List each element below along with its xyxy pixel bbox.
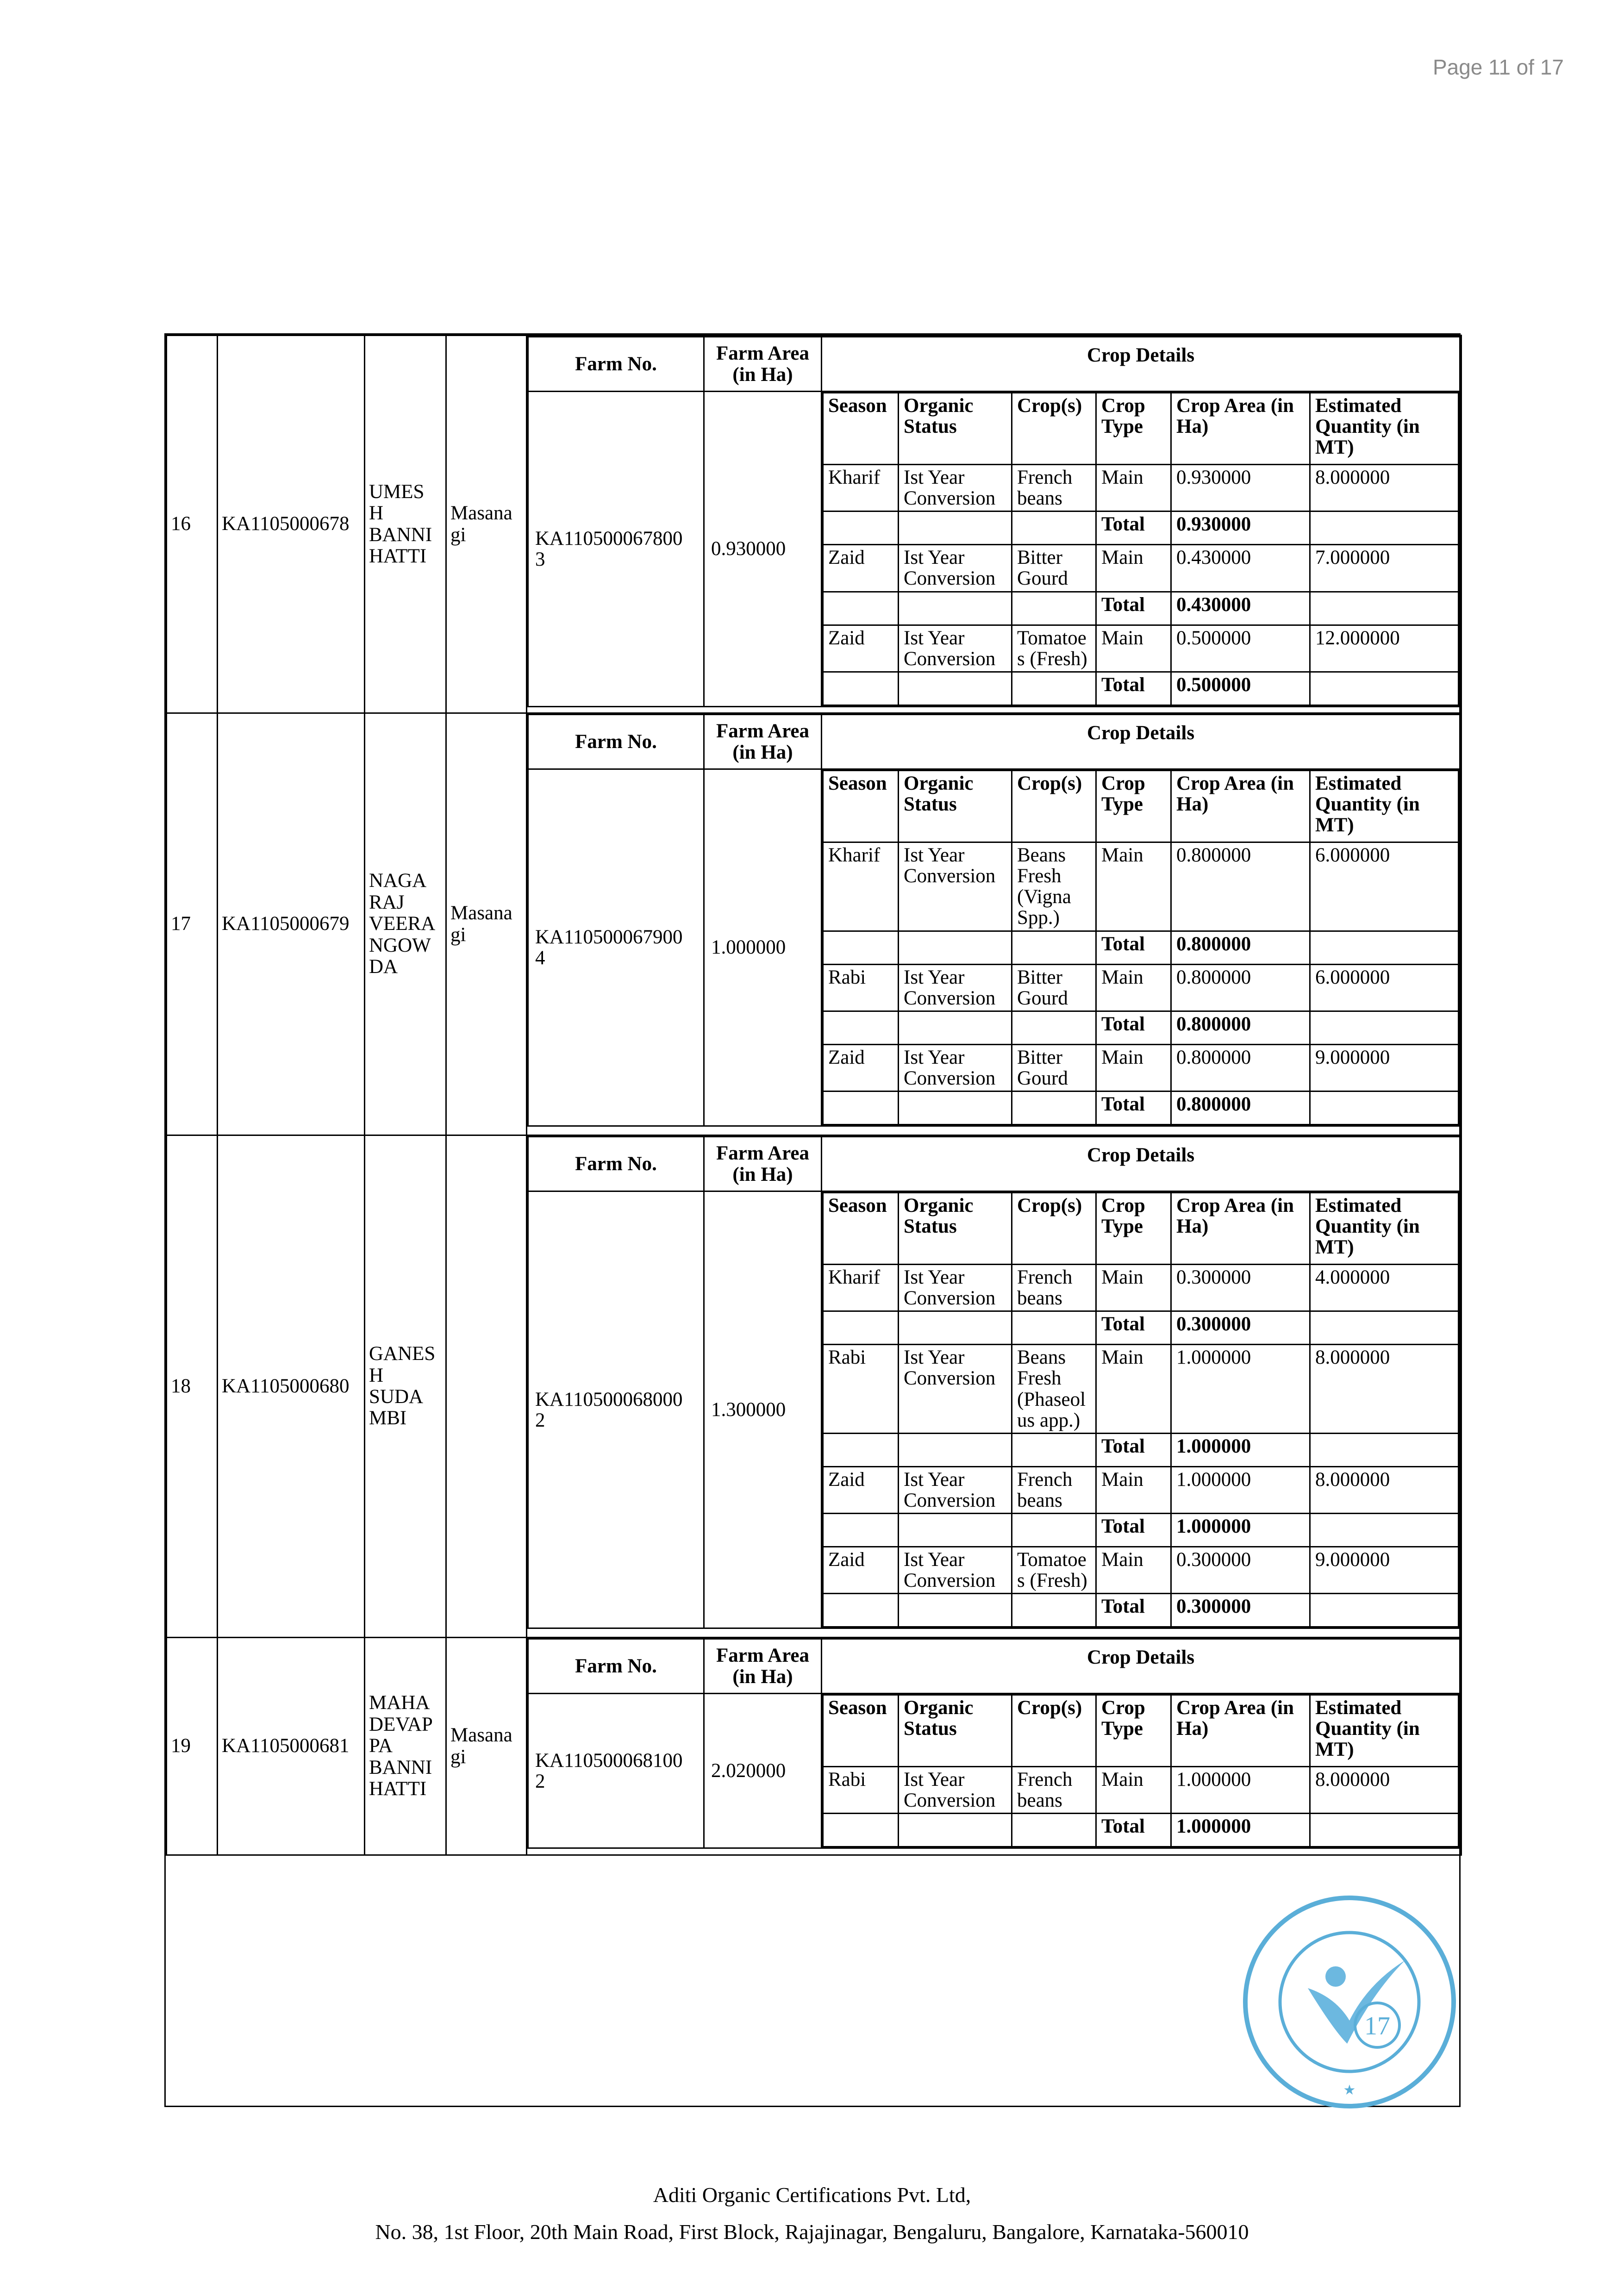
crop-type: Main bbox=[1096, 1265, 1171, 1311]
crop-details-table bbox=[822, 392, 1459, 706]
serial-number: 17 bbox=[167, 713, 218, 1135]
crop-details-table bbox=[822, 770, 1459, 1125]
crop-area: 0.930000 bbox=[1171, 465, 1310, 511]
farm-table bbox=[527, 336, 1461, 707]
crop-details-table bbox=[822, 1694, 1459, 1847]
total-label: Total bbox=[1096, 1514, 1171, 1547]
farm-table bbox=[527, 1136, 1461, 1629]
total-area: 0.800000 bbox=[1171, 1091, 1310, 1125]
crop-type: Main bbox=[1096, 545, 1171, 592]
organic-status-header: Organic Status bbox=[899, 393, 1012, 465]
crop-type: Main bbox=[1096, 1547, 1171, 1594]
organic-status-header: Organic Status bbox=[899, 1695, 1012, 1767]
total-area: 1.000000 bbox=[1171, 1433, 1310, 1466]
village: Masana gi bbox=[446, 1638, 527, 1855]
crop-row bbox=[823, 625, 1459, 672]
season: Zaid bbox=[823, 625, 899, 672]
farm-no-header: Farm No. bbox=[528, 337, 704, 392]
estimated-quantity-header: Estimated Quantity (in MT) bbox=[1310, 393, 1459, 465]
organic-status-header: Organic Status bbox=[899, 1193, 1012, 1265]
total-row bbox=[823, 1011, 1459, 1044]
total-row bbox=[823, 1311, 1459, 1345]
total-area: 0.300000 bbox=[1171, 1594, 1310, 1627]
farm-area-header: Farm Area (in Ha) bbox=[704, 337, 822, 392]
organic-status: Ist Year Conversion bbox=[899, 1265, 1012, 1311]
crop-details-header: Crop Details bbox=[822, 337, 1460, 392]
footer-address: No. 38, 1st Floor, 20th Main Road, First Block, Rajajinagar, Bengaluru, Bangalore, Karnataka-560010 bbox=[375, 2220, 1249, 2244]
estimated-quantity-header: Estimated Quantity (in MT) bbox=[1310, 1695, 1459, 1767]
total-label: Total bbox=[1096, 672, 1171, 705]
crop-type-header: Crop Type bbox=[1096, 1695, 1171, 1767]
total-label: Total bbox=[1096, 1594, 1171, 1627]
total-row bbox=[823, 1814, 1459, 1847]
crop-type-header: Crop Type bbox=[1096, 393, 1171, 465]
farmer-code: KA1105000680 bbox=[218, 1135, 365, 1638]
serial-number: 18 bbox=[167, 1135, 218, 1638]
crop-row bbox=[823, 842, 1459, 931]
certificate-sheet bbox=[164, 333, 1461, 2107]
total-row bbox=[823, 592, 1459, 625]
season: Kharif bbox=[823, 842, 899, 931]
farm-area: 1.000000 bbox=[704, 769, 822, 1126]
season: Kharif bbox=[823, 1265, 899, 1311]
organic-status: Ist Year Conversion bbox=[899, 545, 1012, 592]
total-area: 0.500000 bbox=[1171, 672, 1310, 705]
estimated-quantity-header: Estimated Quantity (in MT) bbox=[1310, 1193, 1459, 1265]
farm-area: 0.930000 bbox=[704, 392, 822, 707]
total-row bbox=[823, 672, 1459, 705]
estimated-quantity: 8.000000 bbox=[1310, 1466, 1459, 1513]
farmer-table bbox=[166, 335, 1462, 1856]
estimated-quantity: 7.000000 bbox=[1310, 545, 1459, 592]
crop-row bbox=[823, 545, 1459, 592]
crop-type-header: Crop Type bbox=[1096, 1193, 1171, 1265]
farm-number: KA110500068100 2 bbox=[528, 1694, 704, 1848]
crop-area: 1.000000 bbox=[1171, 1466, 1310, 1513]
season: Zaid bbox=[823, 545, 899, 592]
season: Zaid bbox=[823, 1044, 899, 1091]
estimated-quantity: 6.000000 bbox=[1310, 964, 1459, 1011]
total-label: Total bbox=[1096, 1814, 1171, 1847]
crop-name: Tomatoe s (Fresh) bbox=[1012, 625, 1096, 672]
crop-type: Main bbox=[1096, 465, 1171, 511]
crop-area: 1.000000 bbox=[1171, 1345, 1310, 1434]
farmer-row bbox=[167, 1135, 1462, 1638]
total-area: 0.300000 bbox=[1171, 1311, 1310, 1345]
estimated-quantity: 8.000000 bbox=[1310, 1767, 1459, 1814]
organic-status: Ist Year Conversion bbox=[899, 842, 1012, 931]
farm-area-header: Farm Area (in Ha) bbox=[704, 715, 822, 769]
total-area: 1.000000 bbox=[1171, 1814, 1310, 1847]
serial-number: 16 bbox=[167, 336, 218, 713]
organic-status: Ist Year Conversion bbox=[899, 1547, 1012, 1594]
crop-type: Main bbox=[1096, 625, 1171, 672]
total-area: 0.800000 bbox=[1171, 1011, 1310, 1044]
farmer-row bbox=[167, 713, 1462, 1135]
estimated-quantity: 12.000000 bbox=[1310, 625, 1459, 672]
season: Rabi bbox=[823, 964, 899, 1011]
estimated-quantity: 8.000000 bbox=[1310, 465, 1459, 511]
season-header: Season bbox=[823, 771, 899, 842]
crop-type: Main bbox=[1096, 1044, 1171, 1091]
farm-no-header: Farm No. bbox=[528, 1137, 704, 1191]
crop-name: Bitter Gourd bbox=[1012, 545, 1096, 592]
season-header: Season bbox=[823, 393, 899, 465]
crop-name: Tomatoe s (Fresh) bbox=[1012, 1547, 1096, 1594]
farm-number: KA110500067900 4 bbox=[528, 769, 704, 1126]
organic-status: Ist Year Conversion bbox=[899, 625, 1012, 672]
crop-name: French beans bbox=[1012, 465, 1096, 511]
crop-type: Main bbox=[1096, 1345, 1171, 1434]
season-header: Season bbox=[823, 1193, 899, 1265]
crop-area-header: Crop Area (in Ha) bbox=[1171, 393, 1310, 465]
farm-area: 1.300000 bbox=[704, 1191, 822, 1628]
crop-name: Bitter Gourd bbox=[1012, 964, 1096, 1011]
farm-no-header: Farm No. bbox=[528, 715, 704, 769]
crop-type: Main bbox=[1096, 1466, 1171, 1513]
estimated-quantity: 8.000000 bbox=[1310, 1345, 1459, 1434]
organic-status: Ist Year Conversion bbox=[899, 465, 1012, 511]
farmer-name: MAHA DEVAP PA BANNI HATTI bbox=[365, 1638, 446, 1855]
crop-area-header: Crop Area (in Ha) bbox=[1171, 1193, 1310, 1265]
village: Masana gi bbox=[446, 713, 527, 1135]
estimated-quantity-header: Estimated Quantity (in MT) bbox=[1310, 771, 1459, 842]
farm-area: 2.020000 bbox=[704, 1694, 822, 1848]
crop-row bbox=[823, 1345, 1459, 1434]
total-label: Total bbox=[1096, 1311, 1171, 1345]
crop-area: 0.800000 bbox=[1171, 842, 1310, 931]
season: Rabi bbox=[823, 1345, 899, 1434]
crop-row bbox=[823, 1265, 1459, 1311]
total-label: Total bbox=[1096, 511, 1171, 545]
village bbox=[446, 1135, 527, 1638]
crop-details-header: Crop Details bbox=[822, 715, 1460, 769]
estimated-quantity: 4.000000 bbox=[1310, 1265, 1459, 1311]
farmer-row bbox=[167, 1638, 1462, 1855]
crop-name: Beans Fresh (Vigna Spp.) bbox=[1012, 842, 1096, 931]
farmer-code: KA1105000681 bbox=[218, 1638, 365, 1855]
farm-no-header: Farm No. bbox=[528, 1639, 704, 1694]
crop-type: Main bbox=[1096, 964, 1171, 1011]
crops-header: Crop(s) bbox=[1012, 1193, 1096, 1265]
total-row bbox=[823, 931, 1459, 964]
estimated-quantity: 6.000000 bbox=[1310, 842, 1459, 931]
crop-name: Beans Fresh (Phaseol us app.) bbox=[1012, 1345, 1096, 1434]
crop-type-header: Crop Type bbox=[1096, 771, 1171, 842]
crops-header: Crop(s) bbox=[1012, 1695, 1096, 1767]
farm-table bbox=[527, 1638, 1461, 1849]
total-area: 0.800000 bbox=[1171, 931, 1310, 964]
farmer-name: GANES H SUDA MBI bbox=[365, 1135, 446, 1638]
footer-company: Aditi Organic Certifications Pvt. Ltd, bbox=[653, 2183, 971, 2207]
crop-row bbox=[823, 465, 1459, 511]
farmer-name: NAGA RAJ VEERA NGOW DA bbox=[365, 713, 446, 1135]
farm-table bbox=[527, 714, 1461, 1127]
total-label: Total bbox=[1096, 1011, 1171, 1044]
crop-type: Main bbox=[1096, 842, 1171, 931]
estimated-quantity: 9.000000 bbox=[1310, 1044, 1459, 1091]
total-area: 0.430000 bbox=[1171, 592, 1310, 625]
organic-status-header: Organic Status bbox=[899, 771, 1012, 842]
crop-area-header: Crop Area (in Ha) bbox=[1171, 1695, 1310, 1767]
crop-area: 0.800000 bbox=[1171, 1044, 1310, 1091]
crop-row bbox=[823, 964, 1459, 1011]
farmer-code: KA1105000678 bbox=[218, 336, 365, 713]
total-label: Total bbox=[1096, 592, 1171, 625]
serial-number: 19 bbox=[167, 1638, 218, 1855]
crop-area: 0.300000 bbox=[1171, 1265, 1310, 1311]
crop-area: 0.500000 bbox=[1171, 625, 1310, 672]
season-header: Season bbox=[823, 1695, 899, 1767]
season: Zaid bbox=[823, 1466, 899, 1513]
crop-details-table bbox=[822, 1192, 1459, 1628]
crop-area: 0.300000 bbox=[1171, 1547, 1310, 1594]
crop-name: French beans bbox=[1012, 1466, 1096, 1513]
crop-area: 0.430000 bbox=[1171, 545, 1310, 592]
crops-header: Crop(s) bbox=[1012, 771, 1096, 842]
farm-area-header: Farm Area (in Ha) bbox=[704, 1639, 822, 1694]
total-row bbox=[823, 1091, 1459, 1125]
crop-details-header: Crop Details bbox=[822, 1639, 1460, 1694]
total-label: Total bbox=[1096, 1091, 1171, 1125]
organic-status: Ist Year Conversion bbox=[899, 1767, 1012, 1814]
crop-area: 0.800000 bbox=[1171, 964, 1310, 1011]
crop-type: Main bbox=[1096, 1767, 1171, 1814]
farmer-name: UMES H BANNI HATTI bbox=[365, 336, 446, 713]
organic-status: Ist Year Conversion bbox=[899, 1044, 1012, 1091]
village: Masana gi bbox=[446, 336, 527, 713]
crop-row bbox=[823, 1547, 1459, 1594]
organic-status: Ist Year Conversion bbox=[899, 1466, 1012, 1513]
farm-number: KA110500068000 2 bbox=[528, 1191, 704, 1628]
organic-status: Ist Year Conversion bbox=[899, 964, 1012, 1011]
crop-name: French beans bbox=[1012, 1767, 1096, 1814]
crop-row bbox=[823, 1044, 1459, 1091]
total-row bbox=[823, 1514, 1459, 1547]
crop-details-header: Crop Details bbox=[822, 1137, 1460, 1191]
season: Kharif bbox=[823, 465, 899, 511]
crop-name: French beans bbox=[1012, 1265, 1096, 1311]
crop-row bbox=[823, 1767, 1459, 1814]
crop-area-header: Crop Area (in Ha) bbox=[1171, 771, 1310, 842]
total-area: 0.930000 bbox=[1171, 511, 1310, 545]
crop-row bbox=[823, 1466, 1459, 1513]
crop-area: 1.000000 bbox=[1171, 1767, 1310, 1814]
season: Zaid bbox=[823, 1547, 899, 1594]
page-number: Page 11 of 17 bbox=[1432, 55, 1564, 79]
organic-status: Ist Year Conversion bbox=[899, 1345, 1012, 1434]
farmer-row bbox=[167, 336, 1462, 713]
estimated-quantity: 9.000000 bbox=[1310, 1547, 1459, 1594]
svg-text:★: ★ bbox=[1343, 2083, 1356, 2098]
farm-area-header: Farm Area (in Ha) bbox=[704, 1137, 822, 1191]
season: Rabi bbox=[823, 1767, 899, 1814]
crop-name: Bitter Gourd bbox=[1012, 1044, 1096, 1091]
certification-stamp-icon bbox=[1238, 1891, 1461, 2113]
total-row bbox=[823, 511, 1459, 545]
stamp-number: 17 bbox=[1364, 2012, 1390, 2040]
total-area: 1.000000 bbox=[1171, 1514, 1310, 1547]
total-row bbox=[823, 1594, 1459, 1627]
crops-header: Crop(s) bbox=[1012, 393, 1096, 465]
farmer-code: KA1105000679 bbox=[218, 713, 365, 1135]
farm-number: KA110500067800 3 bbox=[528, 392, 704, 707]
total-row bbox=[823, 1433, 1459, 1466]
total-label: Total bbox=[1096, 1433, 1171, 1466]
total-label: Total bbox=[1096, 931, 1171, 964]
